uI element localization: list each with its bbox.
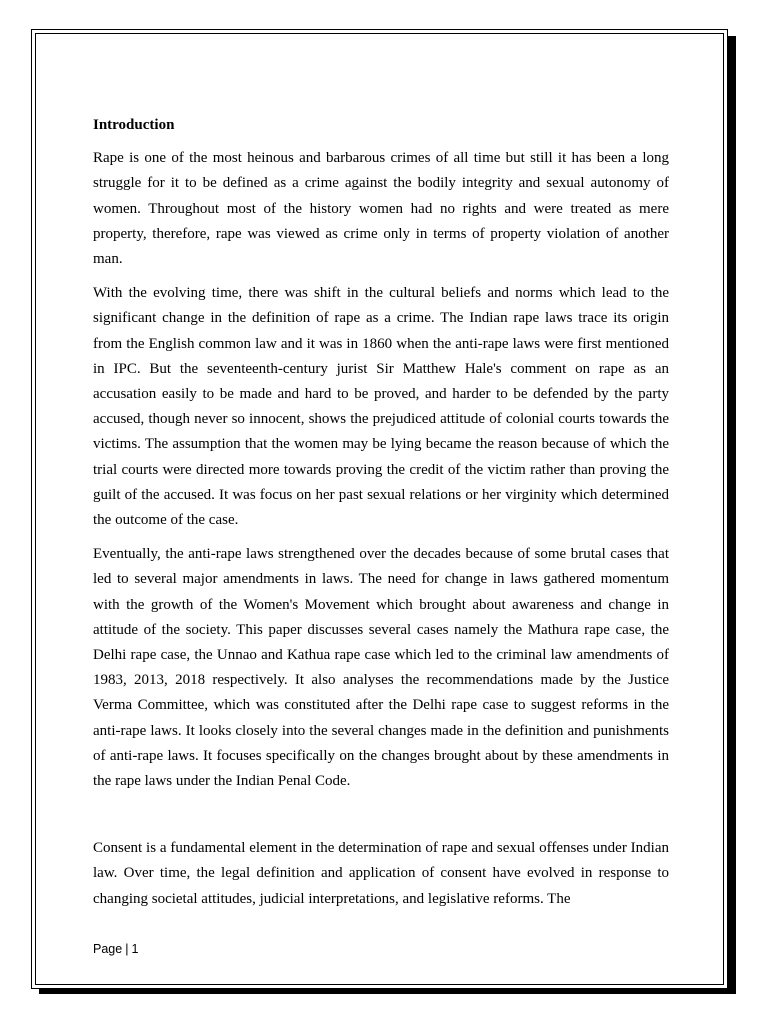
paragraph-3: Eventually, the anti-rape laws strengthened over the decades because of some brutal cases that led to several major amendments in laws. The need for change in laws gathered momentum with the growth of the Women's Movement which brought about awareness and change in attitude of the society. This paper discusses several cases namely the Mathura rape case, the Delhi rape case, the Unnao and Kathua rape case which led to the criminal law amendments of 1983, 2013, 2018 respectively. It also analyses the recommendations made by the Justice Verma Committee, which was constituted after the Delhi rape case to suggest reforms in the anti-rape laws. It looks closely into the several changes made in the definition and punishments of anti-rape laws. It focuses specifically on the changes brought about by these amendments in the rape laws under the Indian Penal Code.: [93, 546, 669, 790]
page-label: Page: [93, 942, 123, 956]
page-number: 1: [131, 942, 139, 956]
section-heading: Introduction: [93, 117, 175, 133]
page-separator: |: [125, 942, 129, 956]
page-footer: [93, 942, 138, 956]
paragraph-1: Rape is one of the most heinous and barbarous crimes of all time but still it has been a long struggle for it to be defined as a crime against the bodily integrity and sexual autonomy of women. Throughout most of the history women had no rights and were treated as mere property, therefore, rape was viewed as crime only in terms of property violation of another man.: [93, 150, 669, 268]
document-body: [93, 113, 669, 921]
paragraph-gap: [93, 803, 669, 836]
paragraph-4: Consent is a fundamental element in the determination of rape and sexual offenses under Indian law. Over time, the legal definition and application of consent have evolved in response to changing societal attitudes, judicial interpretations, and legislative reforms. The: [93, 840, 669, 907]
paragraph-2: With the evolving time, there was shift in the cultural beliefs and norms which lead to the significant change in the definition of rape as a crime. The Indian rape laws trace its origin from the English common law and it was in 1860 when the anti-rape laws were first mentioned in IPC. But the seventeenth-century jurist Sir Matthew Hale's comment on rape as an accusation easily to be made and hard to be proved, and harder to be defended by the party accused, though never so innocent, shows the prejudiced attitude of colonial courts towards the victims. The assumption that the women may be lying became the reason because of which the trial courts were directed more towards proving the credit of the victim rather than proving the guilt of the accused. It was focus on her past sexual relations or her virginity which determined the outcome of the case.: [93, 285, 669, 529]
